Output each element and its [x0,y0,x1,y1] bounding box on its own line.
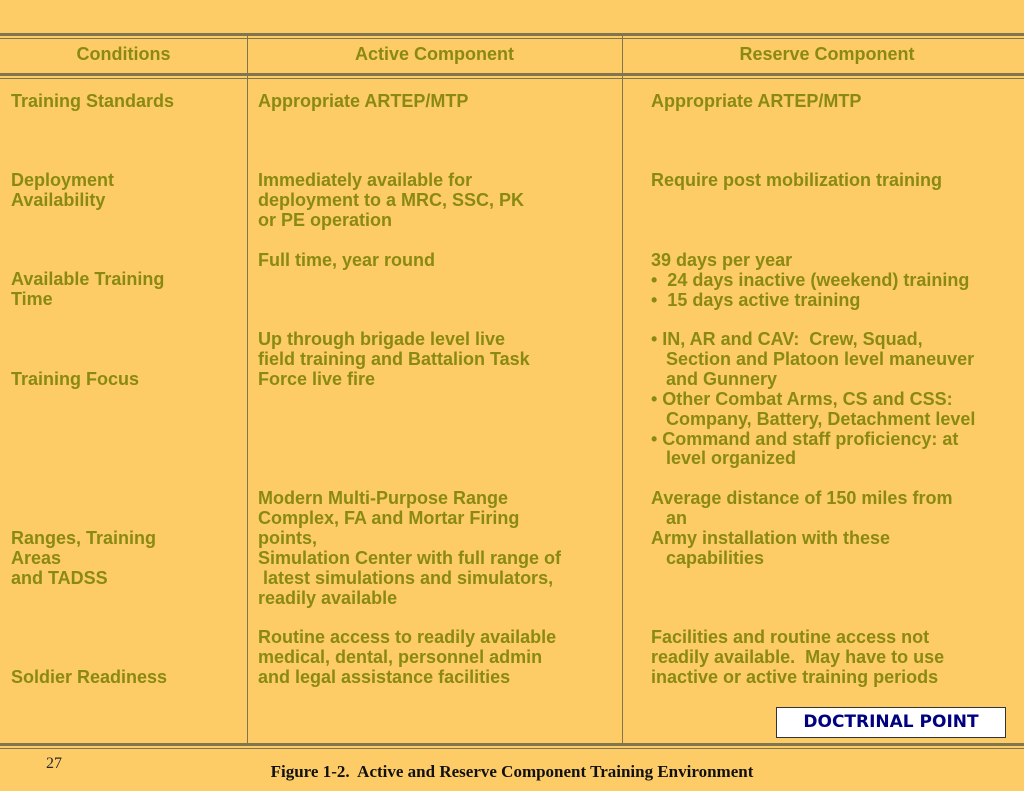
column-divider-2 [622,34,623,745]
figure-caption-text: Figure 1-2. Active and Reserve Component Training Environment [270,762,754,781]
condition-ranges-training-areas: Ranges, Training Areas and TADSS [11,528,157,588]
header-conditions: Conditions [76,44,171,64]
active-ranges-training-areas: Modern Multi-Purpose Range Complex, FA and Mortar Firing points, Simulation Center with full range of latest simulations and simulators, readily available [258,488,562,608]
active-training-focus: Up through brigade level live field training and Battalion Task Force live fire [258,329,530,389]
bottom-rule-thick [0,743,1024,746]
reserve-available-training-time: 39 days per year • 24 days inactive (weekend) training • 15 days active training [651,250,970,310]
active-deployment-availability: Immediately available for deployment to a MRC, SSC, PK or PE operation [258,170,525,230]
page-number: 27 [46,755,62,772]
active-soldier-readiness: Routine access to readily available medical, dental, personnel admin and legal assistance facilities [258,627,557,687]
reserve-ranges-training-areas: Average distance of 150 miles from an Army installation with these capabilities [651,488,953,568]
condition-available-training-time: Available Training Time [11,269,165,309]
doctrinal-point-badge: DOCTRINAL POINT [776,707,1006,738]
active-available-training-time: Full time, year round [258,250,436,270]
reserve-training-standards: Appropriate ARTEP/MTP [651,91,862,111]
column-divider-1 [247,34,248,745]
reserve-training-focus: • IN, AR and CAV: Crew, Squad, Section and Platoon level maneuver and Gunnery • Other Combat Arms, CS and CSS: Company, Battery, Detachment level • Command and staff proficiency: at level organized [651,329,976,469]
header-rule-thin [0,78,1024,79]
active-training-standards: Appropriate ARTEP/MTP [258,91,469,111]
top-rule-thin [0,38,1024,39]
header-reserve-component: Reserve Component [739,44,915,64]
figure-caption [0,762,1024,782]
condition-deployment-availability: Deployment Availability [11,170,115,210]
header-active-component: Active Component [354,44,514,64]
bottom-rule-thin [0,748,1024,749]
condition-training-standards: Training Standards [11,91,175,111]
condition-soldier-readiness: Soldier Readiness [11,667,168,687]
header-rule-thick [0,73,1024,76]
condition-training-focus: Training Focus [11,369,140,389]
reserve-soldier-readiness: Facilities and routine access not readily available. May have to use inactive or active training periods [651,627,945,687]
top-rule-thick [0,33,1024,36]
reserve-deployment-availability: Require post mobilization training [651,170,943,190]
